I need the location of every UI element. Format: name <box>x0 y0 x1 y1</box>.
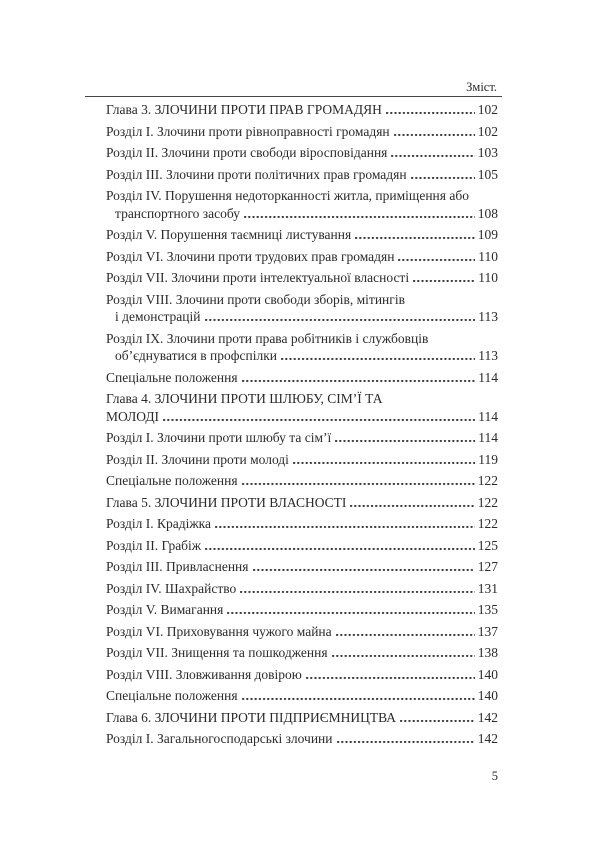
toc-entry-line <box>106 347 498 365</box>
toc-entry-text: Глава 3. ЗЛОЧИНИ ПРОТИ ПРАВ ГРОМАДЯН <box>106 102 382 117</box>
toc-entry-page: 110 <box>478 270 498 285</box>
toc-entry-text: Розділ I. Злочини проти шлюбу та сім’ї <box>106 430 332 445</box>
dot-leader <box>253 569 475 571</box>
dot-leader <box>350 505 474 507</box>
toc-entry-line <box>106 205 498 223</box>
toc-entry-line <box>106 330 498 348</box>
toc-entry-page: 109 <box>477 227 498 242</box>
dot-leader <box>413 280 475 282</box>
toc-entry <box>106 166 498 184</box>
toc-entry <box>106 451 498 469</box>
toc-entry-page: 103 <box>477 145 498 160</box>
toc-entry-page: 102 <box>477 102 498 117</box>
toc-entry-page: 119 <box>478 451 498 467</box>
toc-entry-text: Розділ III. Злочини проти політичних прав громадян <box>106 166 407 182</box>
toc-entry-text: Розділ II. Грабіж <box>106 537 202 553</box>
toc-entry <box>106 558 498 576</box>
dot-leader <box>355 237 475 239</box>
toc-entry-line <box>106 623 498 641</box>
toc-entry-text: Розділ II. Злочини проти свободи віросповідання <box>106 145 388 160</box>
toc-entry-text: Розділ IV. Шахрайство <box>106 580 237 596</box>
toc-entry-page: 125 <box>477 537 498 553</box>
dot-leader <box>205 319 476 321</box>
toc-entry-text: Глава 6. ЗЛОЧИНИ ПРОТИ ПІДПРИЄМНИЦТВА <box>106 709 397 725</box>
toc-entry-page: 114 <box>478 430 498 445</box>
toc-entry-page: 140 <box>477 666 498 682</box>
toc-entry <box>106 666 498 684</box>
toc-entry-text: Розділ VIII. Злочини проти свободи зборів, мітингів <box>106 291 405 307</box>
dot-leader <box>163 419 475 421</box>
dot-leader <box>400 720 475 722</box>
toc-entry-line <box>106 558 498 576</box>
toc-entry-line <box>106 666 498 684</box>
dot-leader <box>386 112 475 114</box>
toc-entry <box>106 248 498 266</box>
dot-leader <box>244 216 475 218</box>
toc-entry-line <box>106 644 498 662</box>
toc-entry <box>106 187 498 222</box>
toc-entry-text: Розділ VI. Приховування чужого майна <box>106 623 332 639</box>
header-rule <box>85 96 502 97</box>
dot-leader <box>336 634 475 636</box>
dot-leader <box>411 177 475 179</box>
toc-entry <box>106 687 498 705</box>
dot-leader <box>281 358 475 360</box>
toc-entry-line <box>106 494 498 512</box>
toc-entry <box>106 123 498 141</box>
dot-leader <box>293 462 475 464</box>
toc-entry <box>106 709 498 727</box>
dot-leader <box>394 134 475 136</box>
toc-entry-text: Розділ I. Крадіжка <box>106 516 212 531</box>
dot-leader <box>242 483 475 485</box>
toc-entry-text: Спеціальне положення <box>106 473 238 488</box>
toc-entry <box>106 601 498 619</box>
toc-entry-text: Розділ V. Порушення таємниці листування <box>106 227 352 242</box>
toc-entry-line <box>106 144 498 162</box>
toc-entry-page: 114 <box>478 408 498 424</box>
dot-leader <box>391 155 474 157</box>
toc-entry <box>106 226 498 244</box>
toc-entry-text: Спеціальне положення <box>106 369 238 385</box>
toc-entry-text: Розділ VI. Злочини проти трудових прав громадян <box>106 248 395 264</box>
toc-entry-line <box>106 537 498 555</box>
toc-entry-line <box>106 226 498 244</box>
toc-entry <box>106 369 498 387</box>
dot-leader <box>242 698 475 700</box>
toc-entry-text: транспортного засобу <box>115 205 240 221</box>
toc-entry-line <box>106 451 498 469</box>
toc-entry <box>106 429 498 447</box>
toc-entry-line <box>106 709 498 727</box>
toc-entry-line <box>106 308 498 326</box>
toc-entry-page: 122 <box>477 494 498 510</box>
toc-entry-text: Розділ VII. Знищення та пошкодження <box>106 645 328 660</box>
toc-entry-line <box>106 101 498 119</box>
toc-entry-page: 108 <box>477 205 498 221</box>
page-number: 5 <box>491 769 498 783</box>
toc-entry <box>106 494 498 512</box>
toc-entry-line <box>106 369 498 387</box>
toc-entry-page: 142 <box>477 731 498 746</box>
toc-entry <box>106 644 498 662</box>
toc-entry-page: 122 <box>477 516 498 531</box>
toc-entry-page: 137 <box>477 623 498 639</box>
toc-entry <box>106 101 498 119</box>
dot-leader <box>240 591 475 593</box>
toc-entry-line <box>106 408 498 426</box>
toc-entry-line <box>106 248 498 266</box>
toc-entry <box>106 144 498 162</box>
toc-entry-text: Спеціальне положення <box>106 688 238 703</box>
dot-leader <box>332 655 475 657</box>
dot-leader <box>227 612 474 614</box>
toc-entry-text: Розділ I. Загальногосподарські злочини <box>106 731 333 746</box>
toc-entry-page: 131 <box>477 580 498 596</box>
toc-entry-text: Розділ I. Злочини проти рівноправності громадян <box>106 123 390 139</box>
toc-entry-page: 127 <box>477 559 498 574</box>
toc-entry-text: МОЛОДІ <box>106 408 160 424</box>
toc-entry <box>106 580 498 598</box>
dot-leader <box>205 548 475 550</box>
dot-leader <box>306 677 475 679</box>
toc-entry <box>106 537 498 555</box>
toc-entry-line <box>106 291 498 309</box>
toc-entry-line <box>106 269 498 287</box>
toc-entry <box>106 472 498 490</box>
toc-entry-text: Розділ VIII. Зловживання довірою <box>106 666 302 682</box>
toc-entry-page: 113 <box>478 309 498 324</box>
toc-entry-page: 140 <box>477 688 498 703</box>
toc-entry-text: Глава 4. ЗЛОЧИНИ ПРОТИ ШЛЮБУ, СІМ’Ї ТА <box>106 391 383 406</box>
toc-entry-line <box>106 187 498 205</box>
dot-leader <box>242 380 476 382</box>
toc-entry-page: 113 <box>478 348 498 363</box>
toc-entry-line <box>106 429 498 447</box>
toc-entry <box>106 291 498 326</box>
toc-entry <box>106 269 498 287</box>
toc-entry-text: і демонстрацій <box>115 309 201 324</box>
toc-entry-line <box>106 687 498 705</box>
toc-entry-text: Глава 5. ЗЛОЧИНИ ПРОТИ ВЛАСНОСТІ <box>106 494 347 510</box>
toc-entry-page: 138 <box>477 645 498 660</box>
dot-leader <box>398 259 475 261</box>
running-head-title: Зміст. <box>466 80 497 94</box>
toc-entry <box>106 515 498 533</box>
toc-entry-text: Розділ III. Привласнення <box>106 559 249 574</box>
toc-entry-line <box>106 580 498 598</box>
dot-leader <box>337 741 475 743</box>
toc-entry-text: Розділ II. Злочини проти молоді <box>106 451 289 467</box>
toc-entry-text: Розділ IV. Порушення недоторканності житла, приміщення або <box>106 188 469 203</box>
toc-list <box>106 101 498 752</box>
toc-entry-line <box>106 515 498 533</box>
toc-entry <box>106 623 498 641</box>
dot-leader <box>215 526 475 528</box>
toc-entry-line <box>106 390 498 408</box>
toc-entry-text: Розділ IX. Злочини проти права робітників і службовців <box>106 330 429 346</box>
toc-entry-line <box>106 472 498 490</box>
toc-entry-text: Розділ VII. Злочини проти інтелектуальної власності <box>106 270 410 285</box>
toc-entry-page: 110 <box>478 248 498 264</box>
dot-leader <box>335 440 475 442</box>
toc-entry-text: Розділ V. Вимагання <box>106 602 224 617</box>
toc-entry-line <box>106 123 498 141</box>
toc-entry <box>106 330 498 365</box>
toc-entry-line <box>106 730 498 748</box>
toc-entry-text: об’єднуватися в профспілки <box>115 348 277 363</box>
toc-entry-page: 114 <box>478 369 498 385</box>
toc-entry-line <box>106 601 498 619</box>
toc-entry-page: 135 <box>477 602 498 617</box>
toc-entry-page: 122 <box>477 473 498 488</box>
toc-entry <box>106 730 498 748</box>
toc-entry-line <box>106 166 498 184</box>
toc-entry-page: 105 <box>477 166 498 182</box>
toc-entry <box>106 390 498 425</box>
toc-entry-page: 142 <box>477 709 498 725</box>
toc-entry-page: 102 <box>477 123 498 139</box>
